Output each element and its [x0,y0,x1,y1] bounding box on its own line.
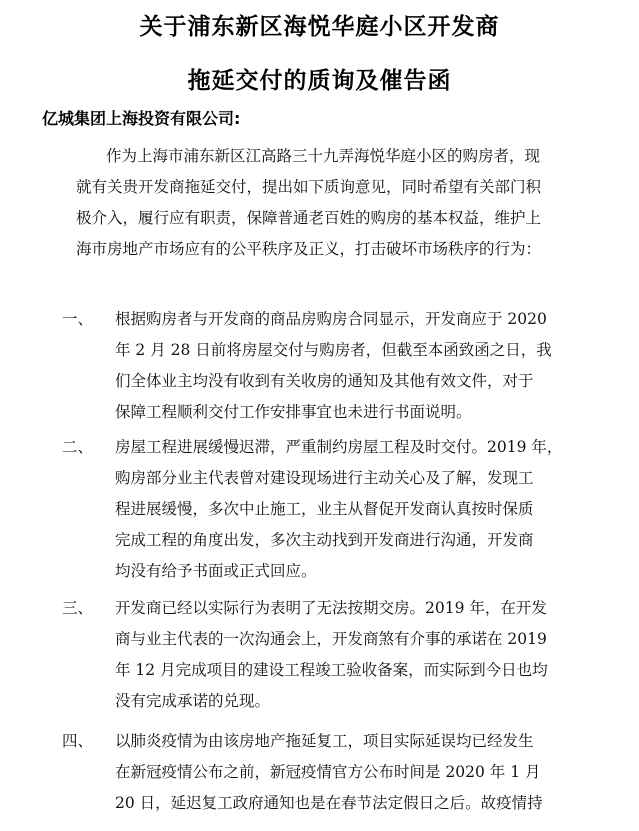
item-number: 二、 [62,438,94,456]
item-line: 均没有给予书面或正式回应。 [115,562,317,580]
addressee: 亿城集团上海投资有限公司: [42,109,241,128]
title-line-2: 拖延交付的质询及催告函 [187,68,452,94]
item-line: 房屋工程进展缓慢迟滞，严重制约房屋工程及时交付。2019 年， [115,438,563,456]
item-line: 年 2 月 28 日前将房屋交付与购房者，但截至本函致函之日，我 [115,341,552,359]
title-line-1: 关于浦东新区海悦华庭小区开发商 [139,14,500,40]
item-line: 根据购房者与开发商的商品房购房合同显示，开发商应于 2020 [115,310,547,328]
item-line: 20 日，延迟复工政府通知也是在春节法定假日之后。故疫情持 [115,794,543,812]
item-line: 保障工程顺利交付工作安排事宜也未进行书面说明。 [115,403,472,421]
item-line: 完成工程的角度出发，多次主动找到开发商进行沟通，开发商 [115,531,534,549]
item-line: 们全体业主均没有收到有关收房的通知及其他有效文件，对于 [115,372,534,390]
intro-line: 就有关贵开发商拖延交付，提出如下质询意见，同时希望有关部门积 [76,178,542,196]
item-line: 没有完成承诺的兑现。 [115,692,271,710]
item-line: 程进展缓慢，多次中止施工，业主从督促开发商认真按时保质 [115,500,534,518]
item-line: 在新冠疫情公布之前，新冠疫情官方公布时间是 2020 年 1 月 [115,763,541,781]
item-line: 商与业主代表的一次沟通会上，开发商煞有介事的承诺在 2019 [115,630,547,648]
intro-line: 极介入，履行应有职责，保障普通老百姓的购房的基本权益，维护上 [76,209,542,227]
intro-line: 作为上海市浦东新区江高路三十九弄海悦华庭小区的购房者，现 [106,147,541,165]
item-number: 三、 [62,599,94,617]
item-line: 开发商已经以实际行为表明了无法按期交房。2019 年，在开发 [115,599,547,617]
item-number: 一、 [62,310,94,328]
item-line: 购房部分业主代表曾对建设现场进行主动关心及了解，发现工 [115,469,534,487]
intro-line: 海市房地产市场应有的公平秩序及正义，打击破坏市场秩序的行为： [76,240,542,258]
item-line: 以肺炎疫情为由该房地产拖延复工，项目实际延误均已经发生 [115,732,534,750]
item-number: 四、 [62,732,94,750]
item-line: 年 12 月完成项目的建设工程竣工验收备案，而实际到今日也均 [115,661,548,679]
